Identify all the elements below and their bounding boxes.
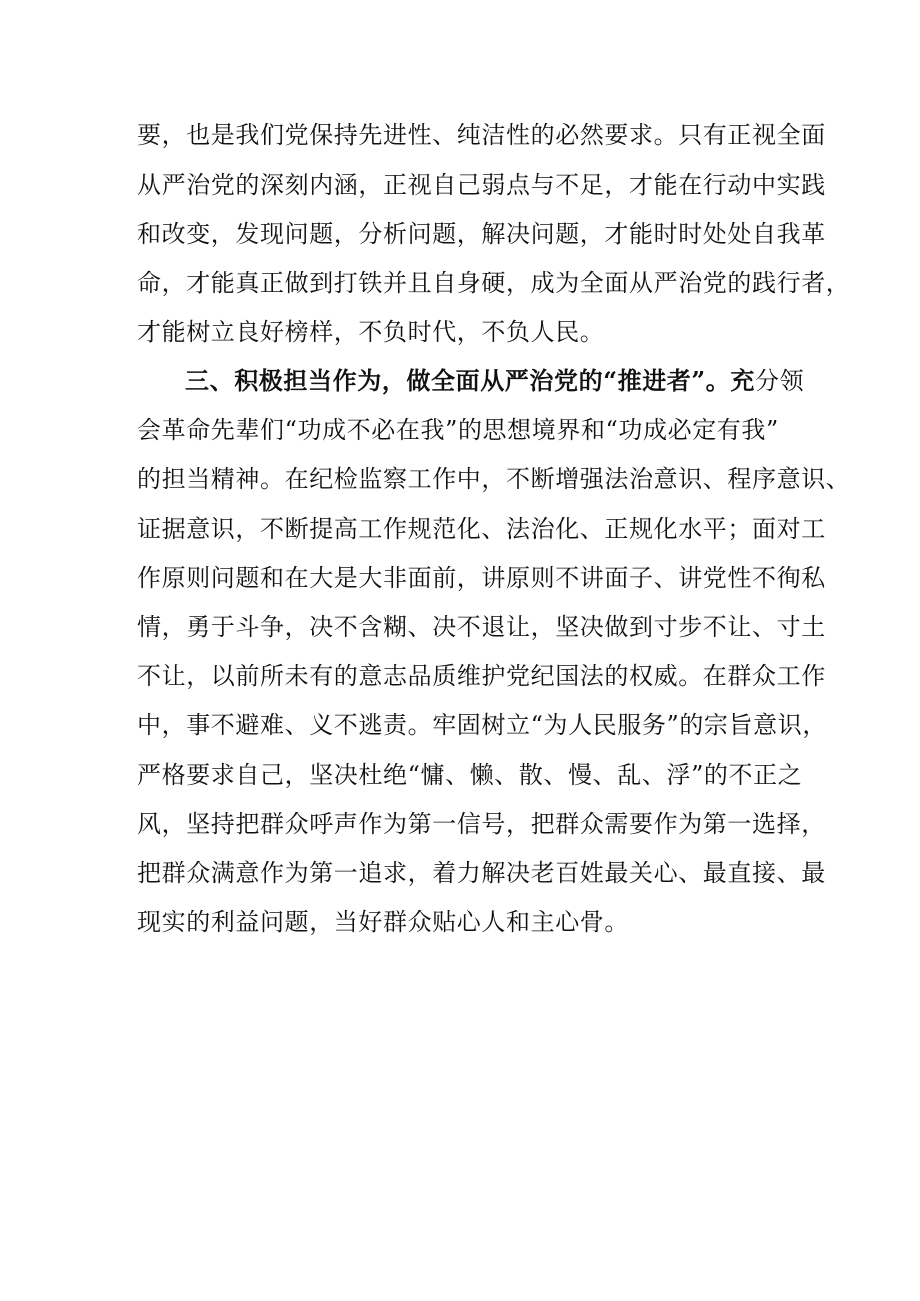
text-line: 命，才能真正做到打铁并且自身硬，成为全面从严治党的践行者， [137, 269, 851, 297]
text-line: 从严治党的深刻内涵，正视自己弱点与不足，才能在行动中实践 [137, 171, 826, 199]
text-line: 风，坚持把群众呼声作为第一信号，把群众需要作为第一选择， [137, 810, 826, 838]
text-line: 作原则问题和在大是大非面前，讲原则不讲面子、讲党性不徇私 [137, 564, 826, 592]
text-line: 现实的利益问题，当好群众贴心人和主心骨。 [137, 908, 629, 936]
section-heading-line [185, 364, 805, 398]
text-line: 要，也是我们党保持先进性、纯洁性的必然要求。只有正视全面 [137, 121, 826, 149]
section-heading: 三、积极担当作为，做全面从严治党的“推进者”。充 [185, 366, 756, 395]
text-line: 才能树立良好榜样，不负时代，不负人民。 [137, 318, 605, 346]
text-line: 不让，以前所未有的意志品质维护党纪国法的权威。在群众工作 [137, 662, 826, 690]
text-line: 中，事不避难、义不逃责。牢固树立“为人民服务”的宗旨意识， [137, 711, 827, 739]
text-line: 的担当精神。在纪检监察工作中，不断增强法治意识、程序意识、 [137, 465, 851, 493]
text-line: 情，勇于斗争，决不含糊、决不退让，坚决做到寸步不让、寸土 [137, 613, 826, 641]
text-line: 证据意识，不断提高工作规范化、法治化、正规化水平；面对工 [137, 515, 826, 543]
text-fragment: 分领 [755, 367, 805, 395]
text-line: 和改变，发现问题，分析问题，解决问题，才能时时处处自我革 [137, 220, 826, 248]
text-line: 严格要求自己，坚决杜绝“慵、懒、散、慢、乱、浮”的不正之 [137, 761, 803, 789]
text-line: 会革命先辈们“功成不必在我”的思想境界和“功成必定有我” [137, 416, 779, 444]
text-line: 把群众满意作为第一追求，着力解决老百姓最关心、最直接、最 [137, 859, 826, 887]
